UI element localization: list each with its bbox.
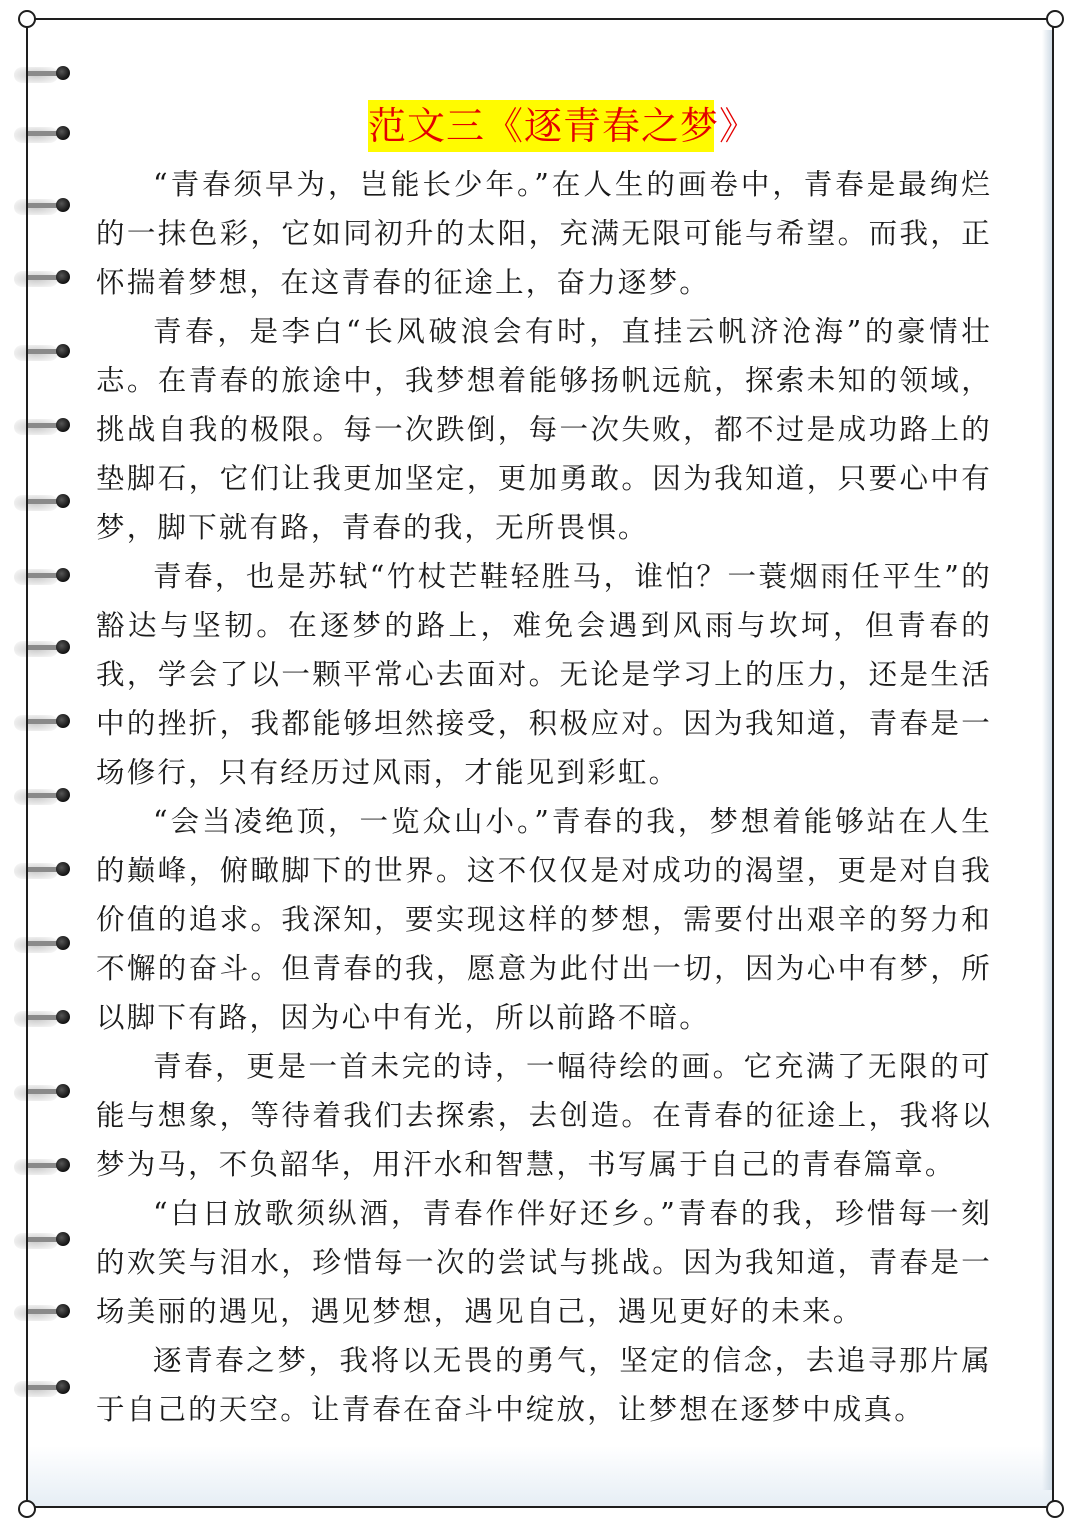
essay-paragraph: 青春，也是苏轼“竹杖芒鞋轻胜马，谁怕？一蓑烟雨任平生”的豁达与坚韧。在逐梦的路上，难免会遇到风雨与坎坷，但青春的我，学会了以一颗平常心去面对。无论是学习上的压力，还是生活中的挫折，我都能够坦然接受，积极应对。因为我知道，青春是一场修行，只有经历过风雨，才能见到彩虹。 — [96, 560, 992, 789]
page-edge-shadow — [1042, 30, 1052, 1490]
essay-paragraph: 青春，是李白“长风破浪会有时，直挂云帆济沧海”的豪情壮志。在青春的旅途中，我梦想着能够扬帆远航，探索未知的领域，挑战自我的极限。每一次跌倒，每一次失败，都不过是成功路上的垫脚石，它们让我更加坚定，更加勇敢。因为我知道，只要心中有梦，脚下就有路，青春的我，无所畏惧。 — [96, 315, 992, 544]
corner-ornament — [18, 1500, 36, 1518]
essay-paragraph: 逐青春之梦，我将以无畏的勇气，坚定的信念，去追寻那片属于自己的天空。让青春在奋斗中绽放，让梦想在逐梦中成真。 — [96, 1344, 992, 1426]
essay-paragraph: “青春须早为，岂能长少年。”在人生的画卷中，青春是最绚烂的一抹色彩，它如同初升的太阳，充满无限可能与希望。而我，正怀揣着梦想，在这青春的征途上，奋力逐梦。 — [96, 168, 992, 299]
corner-ornament — [18, 10, 36, 28]
essay-title: 范文三《逐青春之梦》 — [368, 100, 714, 152]
corner-ornament — [1046, 1500, 1064, 1518]
essay-body — [96, 160, 992, 1434]
corner-ornament — [1046, 10, 1064, 28]
essay-paragraph: “白日放歌须纵酒，青春作伴好还乡。”青春的我，珍惜每一刻的欢笑与泪水，珍惜每一次的尝试与挑战。因为我知道，青春是一场美丽的遇见，遇见梦想，遇见自己，遇见更好的未来。 — [96, 1197, 992, 1328]
essay-paragraph: 青春，更是一首未完的诗，一幅待绘的画。它充满了无限的可能与想象，等待着我们去探索，去创造。在青春的征途上，我将以梦为马，不负韶华，用汗水和智慧，书写属于自己的青春篇章。 — [96, 1050, 992, 1181]
essay-paragraph: “会当凌绝顶，一览众山小。”青春的我，梦想着能够站在人生的巅峰，俯瞰脚下的世界。这不仅仅是对成功的渴望，更是对自我价值的追求。我深知，要实现这样的梦想，需要付出艰辛的努力和不懈的奋斗。但青春的我，愿意为此付出一切，因为心中有梦，所以脚下有路，因为心中有光，所以前路不暗。 — [96, 805, 992, 1034]
